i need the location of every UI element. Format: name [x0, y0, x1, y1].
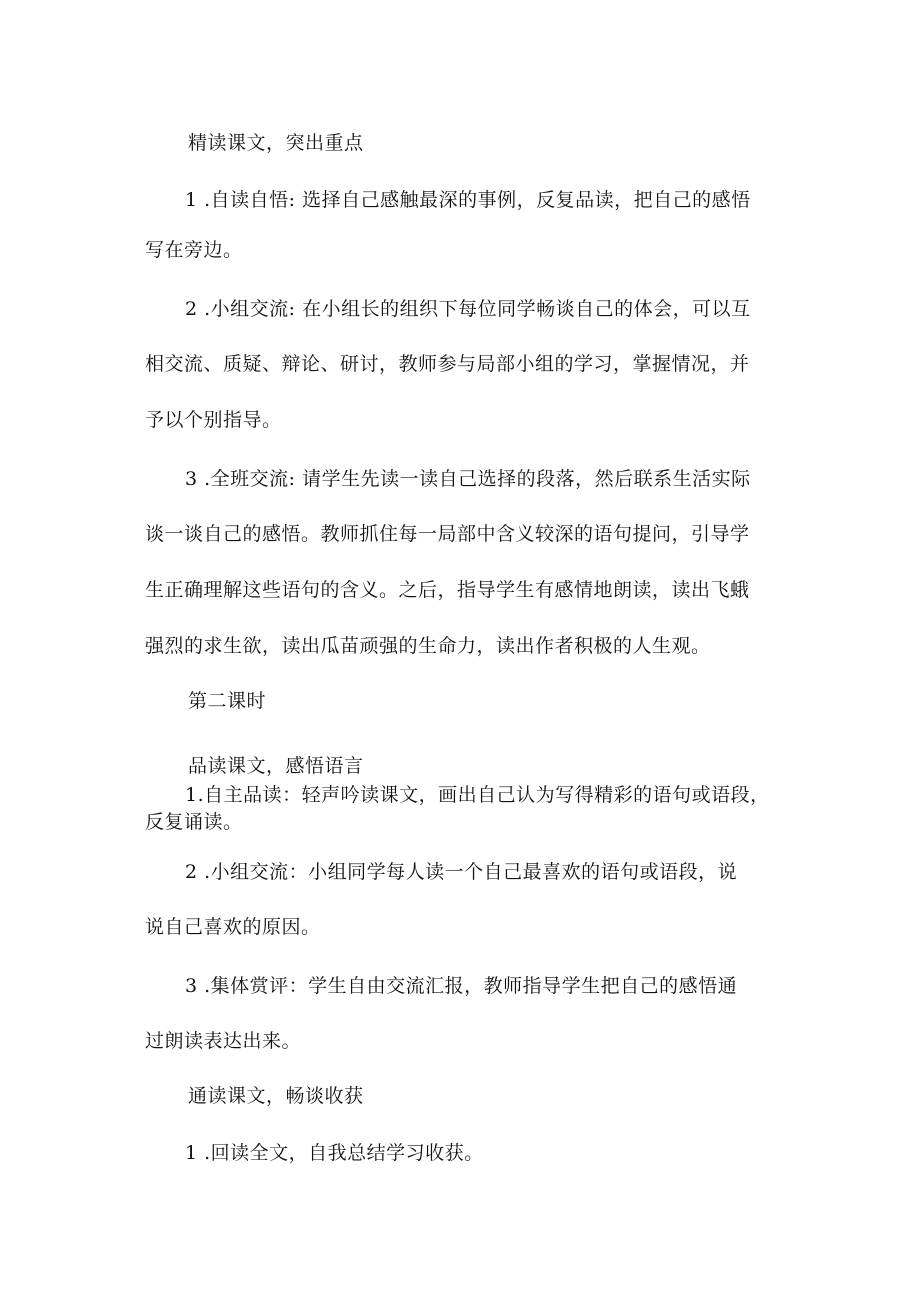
section-heading-savor-language: 品读课文，感悟语言 — [188, 755, 364, 777]
paragraph-item: 1 .回读全文，自我总结学习收获。 — [185, 1142, 484, 1164]
paragraph-line: 写在旁边。 — [145, 239, 243, 261]
paragraph-line: 相交流、质疑、辩论、研讨，教师参与局部小组的学习，掌握情况，并 — [145, 353, 750, 375]
paragraph-item: 2 .小组交流: 在小组长的组织下每位同学畅谈自己的体会，可以互 — [185, 298, 751, 320]
section-heading-intensive-reading: 精读课文，突出重点 — [188, 132, 364, 154]
paragraph-item: 2 .小组交流：小组同学每人读一个自己最喜欢的语句或语段，说 — [185, 861, 738, 883]
paragraph-line: 强烈的求生欲，读出瓜苗顽强的生命力，读出作者积极的人生观。 — [145, 635, 711, 657]
paragraph-line: 过朗读表达出来。 — [145, 1030, 302, 1052]
section-heading-read-through: 通读课文，畅谈收获 — [188, 1085, 364, 1107]
paragraph-item: 1 .自读自悟: 选择自己感触最深的事例，反复品读，把自己的感悟 — [185, 189, 751, 211]
paragraph-line: 说自己喜欢的原因。 — [145, 916, 321, 938]
paragraph-item: 3 .集体赏评：学生自由交流汇报，教师指导学生把自己的感悟通 — [185, 975, 738, 997]
paragraph-item: 3 .全班交流: 请学生先读一读自己选择的段落，然后联系生活实际 — [185, 468, 751, 490]
paragraph-item: 1.自主品读：轻声吟读课文，画出自己认为写得精彩的语句或语段， — [185, 784, 770, 806]
paragraph-line: 谈一谈自己的感悟。教师抓住每一局部中含义较深的语句提问，引导学 — [145, 523, 750, 545]
paragraph-line: 予以个别指导。 — [145, 409, 282, 431]
paragraph-line: 反复诵读。 — [145, 811, 243, 833]
lesson-title: 第二课时 — [188, 690, 267, 712]
paragraph-line: 生正确理解这些语句的含义。之后，指导学生有感情地朗读，读出飞蛾 — [145, 579, 750, 601]
